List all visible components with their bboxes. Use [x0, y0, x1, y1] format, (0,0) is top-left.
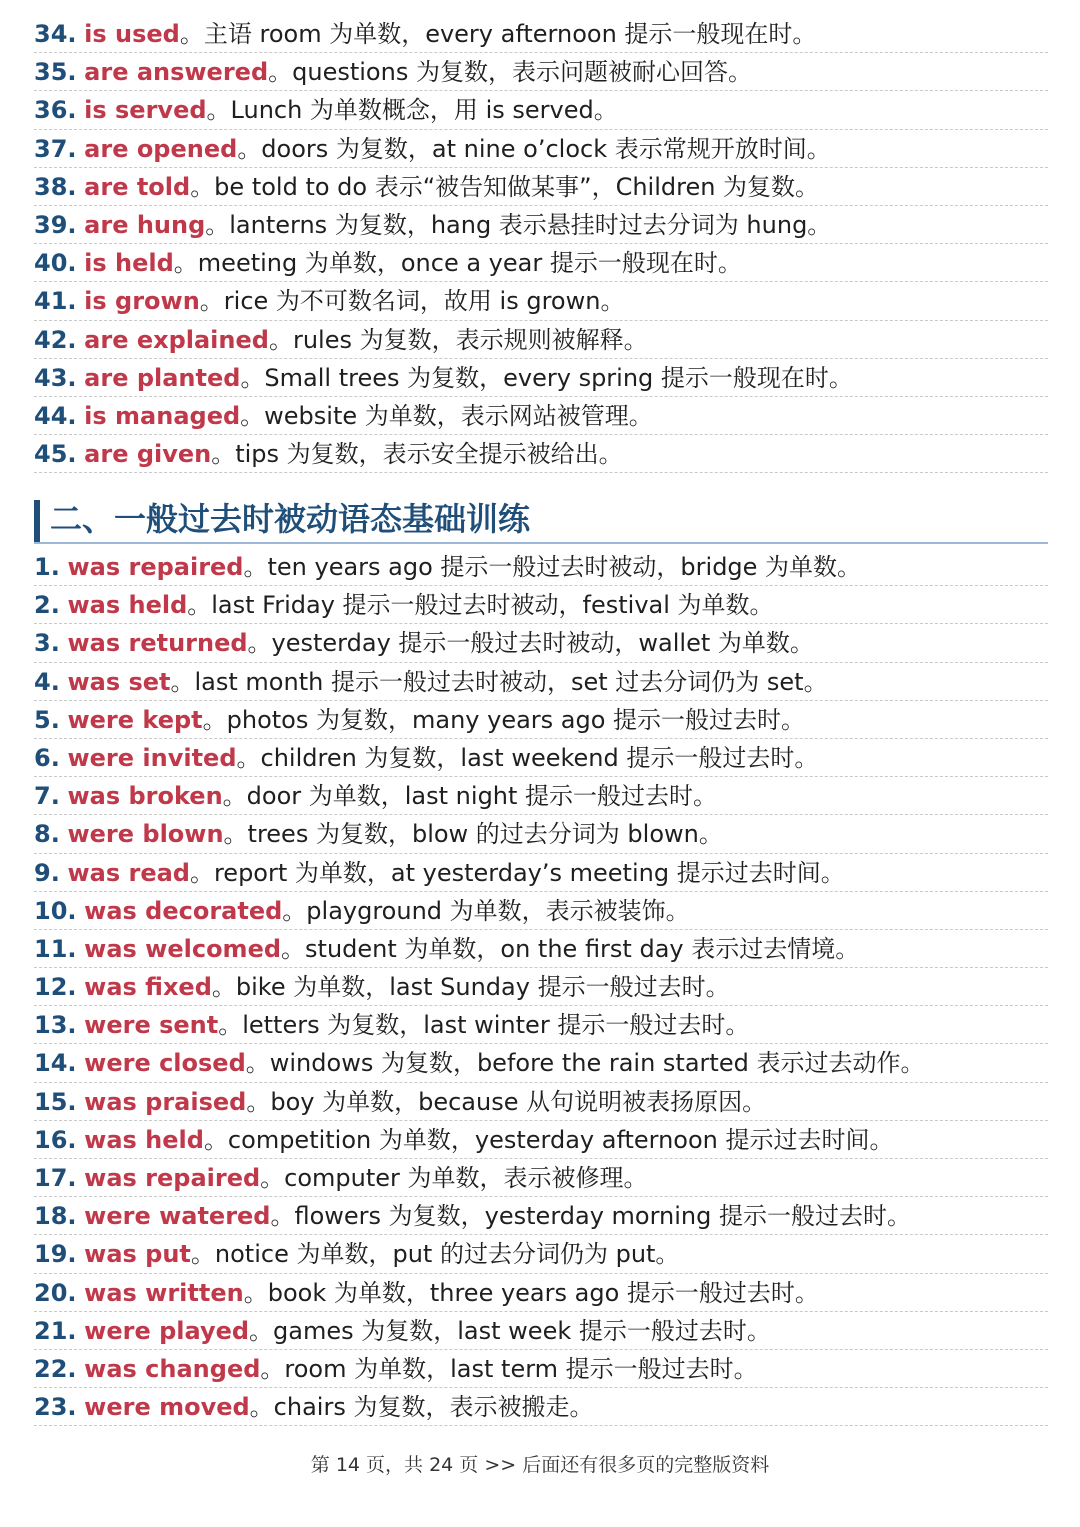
answer-row: 37. are opened。doors 为复数，at nine o’clock 表示常规开放时间。 — [34, 130, 1048, 168]
answer-row: 20. was written。book 为单数，three years ago 提示一般过去时。 — [34, 1274, 1048, 1312]
answer-row: 18. were watered。flowers 为复数，yesterday morning 提示一般过去时。 — [34, 1197, 1048, 1235]
answer-row: 17. was repaired。computer 为单数，表示被修理。 — [34, 1159, 1048, 1197]
answer-row: 45. are given。tips 为复数，表示安全提示被给出。 — [34, 435, 1048, 473]
answer-row: 1. was repaired。ten years ago 提示一般过去时被动，bridge 为单数。 — [34, 548, 1048, 586]
answer-row: 34. is used。主语 room 为单数，every afternoon 提示一般现在时。 — [34, 15, 1048, 53]
answer-row: 12. was fixed。bike 为单数，last Sunday 提示一般过去时。 — [34, 968, 1048, 1006]
section-accent-bar — [34, 500, 40, 542]
answer-row: 42. are explained。rules 为复数，表示规则被解释。 — [34, 321, 1048, 359]
answer-row: 22. was changed。room 为单数，last term 提示一般过去时。 — [34, 1350, 1048, 1388]
answer-row: 3. was returned。yesterday 提示一般过去时被动，wallet 为单数。 — [34, 624, 1048, 662]
page-footer: 第 14 页，共 24 页 >> 后面还有很多页的完整版资料 — [310, 1454, 770, 1476]
answer-row: 9. was read。report 为单数，at yesterday’s meeting 提示过去时间。 — [34, 854, 1048, 892]
answer-list-part2 — [34, 548, 1048, 1426]
answer-row: 2. was held。last Friday 提示一般过去时被动，festival 为单数。 — [34, 586, 1048, 624]
answer-row: 8. were blown。trees 为复数，blow 的过去分词为 blown。 — [34, 815, 1048, 853]
answer-row: 5. were kept。photos 为复数，many years ago 提示一般过去时。 — [34, 701, 1048, 739]
answer-row: 39. are hung。lanterns 为复数，hang 表示悬挂时过去分词为 hung。 — [34, 206, 1048, 244]
answer-row: 14. were closed。windows 为复数，before the rain started 表示过去动作。 — [34, 1044, 1048, 1082]
answer-row: 10. was decorated。playground 为单数，表示被装饰。 — [34, 892, 1048, 930]
section-title: 二、一般过去时被动语态基础训练 — [50, 500, 531, 538]
answer-row: 7. was broken。door 为单数，last night 提示一般过去时。 — [34, 777, 1048, 815]
answer-row: 6. were invited。children 为复数，last weekend 提示一般过去时。 — [34, 739, 1048, 777]
answer-row: 4. was set。last month 提示一般过去时被动，set 过去分词仍为 set。 — [34, 663, 1048, 701]
answer-row: 15. was praised。boy 为单数，because 从句说明被表扬原因。 — [34, 1083, 1048, 1121]
answer-row: 35. are answered。questions 为复数，表示问题被耐心回答。 — [34, 53, 1048, 91]
answer-row: 44. is managed。website 为单数，表示网站被管理。 — [34, 397, 1048, 435]
answer-row: 19. was put。notice 为单数，put 的过去分词仍为 put。 — [34, 1235, 1048, 1273]
answer-row: 11. was welcomed。student 为单数，on the first day 表示过去情境。 — [34, 930, 1048, 968]
answer-row: 21. were played。games 为复数，last week 提示一般过去时。 — [34, 1312, 1048, 1350]
answer-row: 41. is grown。rice 为不可数名词，故用 is grown。 — [34, 282, 1048, 320]
answer-row: 40. is held。meeting 为单数，once a year 提示一般现在时。 — [34, 244, 1048, 282]
answer-row: 16. was held。competition 为单数，yesterday afternoon 提示过去时间。 — [34, 1121, 1048, 1159]
answer-row: 38. are told。be told to do 表示“被告知做某事”，Children 为复数。 — [34, 168, 1048, 206]
section-heading — [34, 494, 1048, 544]
answer-row: 36. is served。Lunch 为单数概念，用 is served。 — [34, 91, 1048, 129]
answer-row: 13. were sent。letters 为复数，last winter 提示一般过去时。 — [34, 1006, 1048, 1044]
answer-row: 43. are planted。Small trees 为复数，every spring 提示一般现在时。 — [34, 359, 1048, 397]
answer-list-part1 — [34, 15, 1048, 473]
answer-row: 23. were moved。chairs 为复数，表示被搬走。 — [34, 1388, 1048, 1426]
